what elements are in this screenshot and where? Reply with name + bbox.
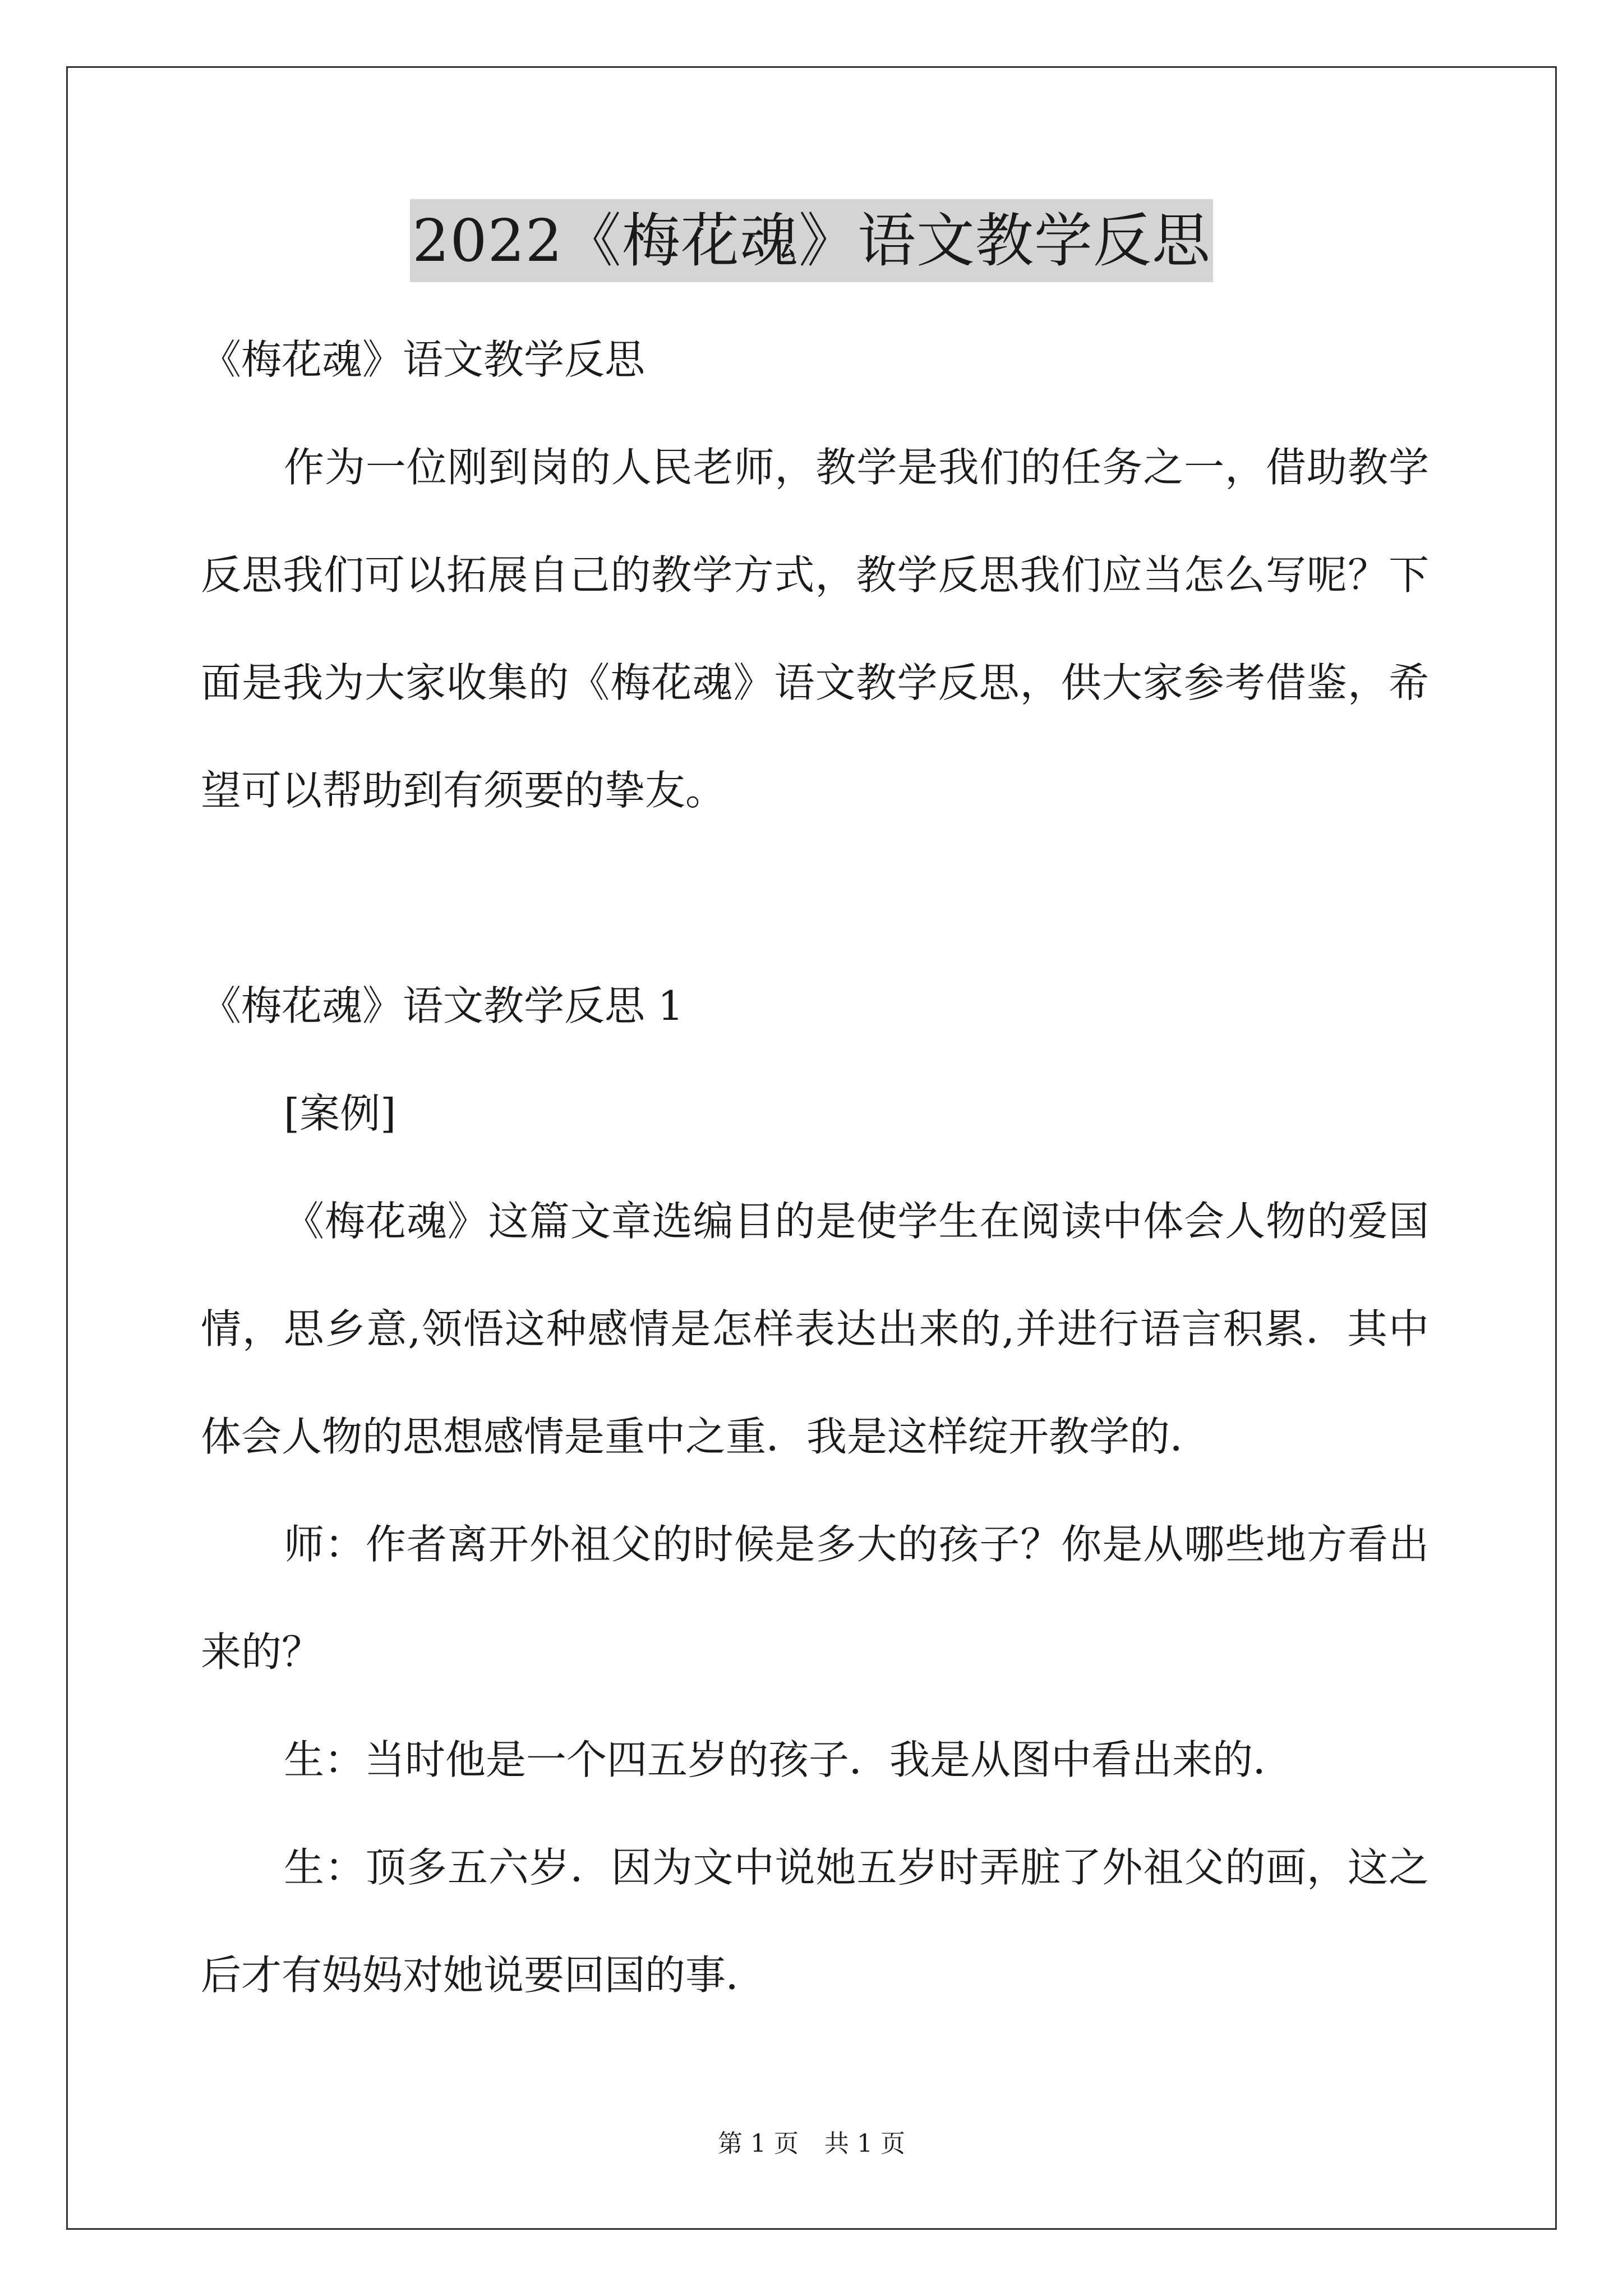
body-paragraph: 生：当时他是一个四五岁的孩子．我是从图中看出来的．: [284, 1736, 1294, 1783]
intro-paragraph: 作为一位刚到岗的人民老师，教学是我们的任务之一，借助教学反思我们可以拓展自己的教学方式，教学反思我们应当怎么写呢？下面是我为大家收集的《梅花魂》语文教学反思，供大家参考借鉴，希望可以帮助到有须要的挚友。: [201, 444, 1429, 814]
body-paragraph: 师：作者离开外祖父的时候是多大的孩子？你是从哪些地方看出来的？: [201, 1521, 1429, 1676]
case-label: [案例]: [284, 1090, 396, 1137]
page-total: 共 1 页: [824, 2129, 905, 2158]
page-footer: [0, 2127, 1623, 2161]
document-body: [201, 306, 1429, 2029]
page-number: 第 1 页: [718, 2129, 799, 2158]
body-paragraph: 生：顶多五六岁．因为文中说她五岁时弄脏了外祖父的画，这之后才有妈妈对她说要回国的事．: [201, 1844, 1429, 1999]
document-subtitle: 《梅花魂》语文教学反思: [201, 336, 645, 383]
body-paragraph: 《梅花魂》这篇文章选编目的是使学生在阅读中体会人物的爱国情，思乡意,领悟这种感情是怎样表达出来的,并进行语言积累．其中体会人物的思想感情是重中之重．我是这样绽开教学的．: [201, 1198, 1429, 1460]
paragraph-spacer: [201, 844, 1429, 952]
title-container: [0, 199, 1623, 282]
document-title: 2022《梅花魂》语文教学反思: [410, 199, 1213, 282]
section-heading: 《梅花魂》语文教学反思 1: [201, 982, 684, 1029]
